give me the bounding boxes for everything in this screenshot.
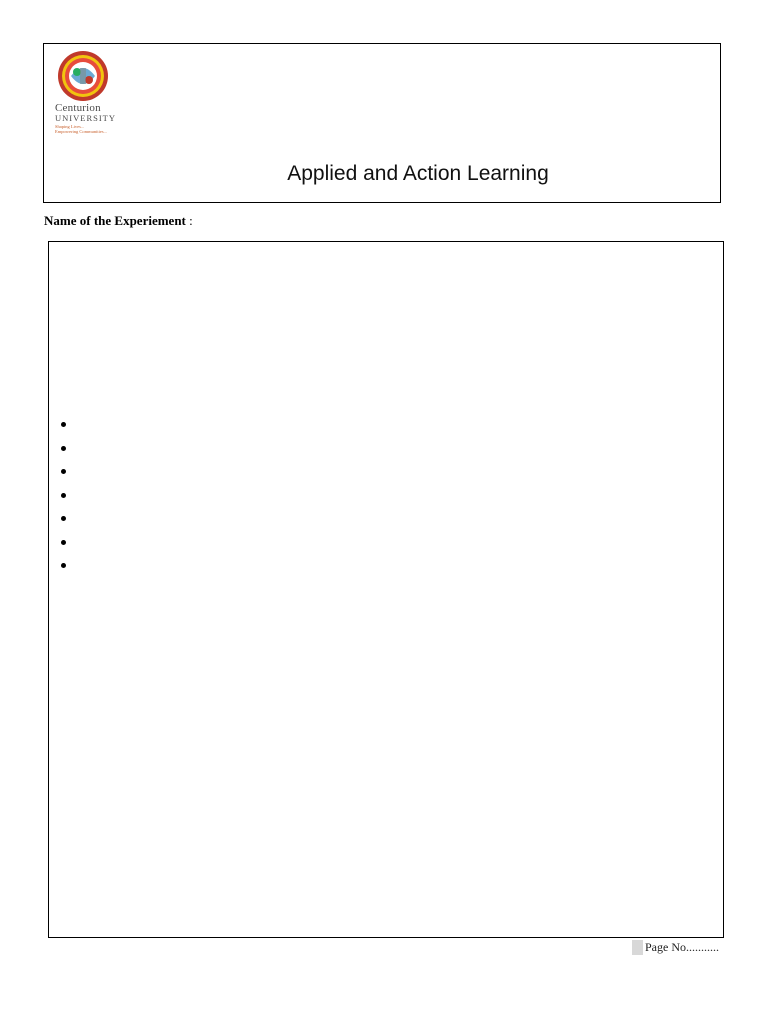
logo-name: Centurion: [55, 102, 101, 114]
experiment-label-colon: :: [185, 213, 193, 228]
list-item: [59, 508, 79, 532]
page-number-shade: [632, 940, 643, 955]
list-item: [59, 461, 79, 485]
list-item: [59, 485, 79, 509]
bullet-list: [59, 414, 79, 579]
page-number-text: Page No...........: [645, 940, 719, 954]
list-item: [59, 438, 79, 462]
experiment-label-text: Name of the Experiement: [44, 213, 186, 228]
list-item: [59, 414, 79, 438]
content-box: [48, 241, 724, 938]
list-item: [59, 555, 79, 579]
logo-tagline: Shaping Lives... Empowering Communities...: [55, 124, 107, 134]
header-box: [43, 43, 721, 203]
experiment-name-label: [44, 213, 193, 229]
list-item: [59, 532, 79, 556]
logo-subname: UNIVERSITY: [55, 113, 116, 123]
university-seal-icon: [55, 50, 111, 102]
page-number: [632, 940, 719, 955]
document-title: Applied and Action Learning: [287, 162, 549, 185]
